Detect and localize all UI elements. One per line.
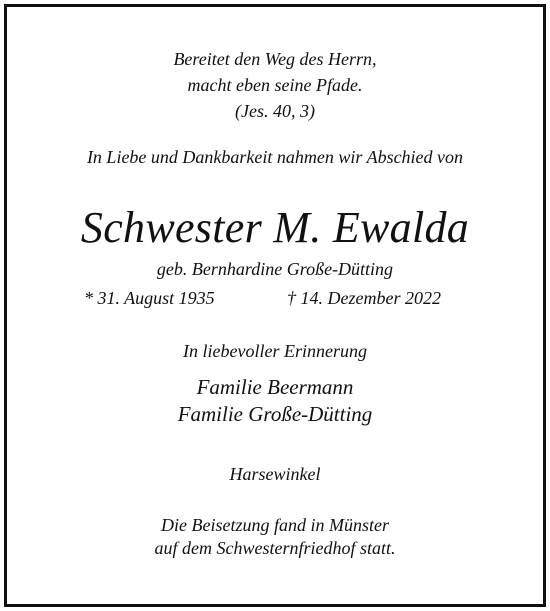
bible-verse-reference: (Jes. 40, 3) <box>235 101 315 121</box>
funeral-note-line-1: Die Beisetzung fand in Münster <box>161 515 389 535</box>
family-name-2: Familie Große-Dütting <box>177 402 373 426</box>
funeral-note-line-2: auf dem Schwesternfriedhof statt. <box>154 538 396 558</box>
place-name: Harsewinkel <box>229 464 321 484</box>
bible-verse-line-2: macht eben seine Pfade. <box>187 75 363 95</box>
birth-date: * 31. August 1935 <box>84 288 215 308</box>
death-date: † 14. Dezember 2022 <box>287 288 441 308</box>
deceased-name: Schwester M. Ewalda <box>80 203 470 252</box>
memory-line: In liebevoller Erinnerung <box>183 341 367 361</box>
intro-text: In Liebe und Dankbarkeit nahmen wir Abschied von <box>86 147 464 167</box>
birth-name: geb. Bernhardine Große-Dütting <box>156 259 394 279</box>
bible-verse-line-1: Bereitet den Weg des Herrn, <box>173 49 377 69</box>
family-name-1: Familie Beermann <box>196 375 354 399</box>
